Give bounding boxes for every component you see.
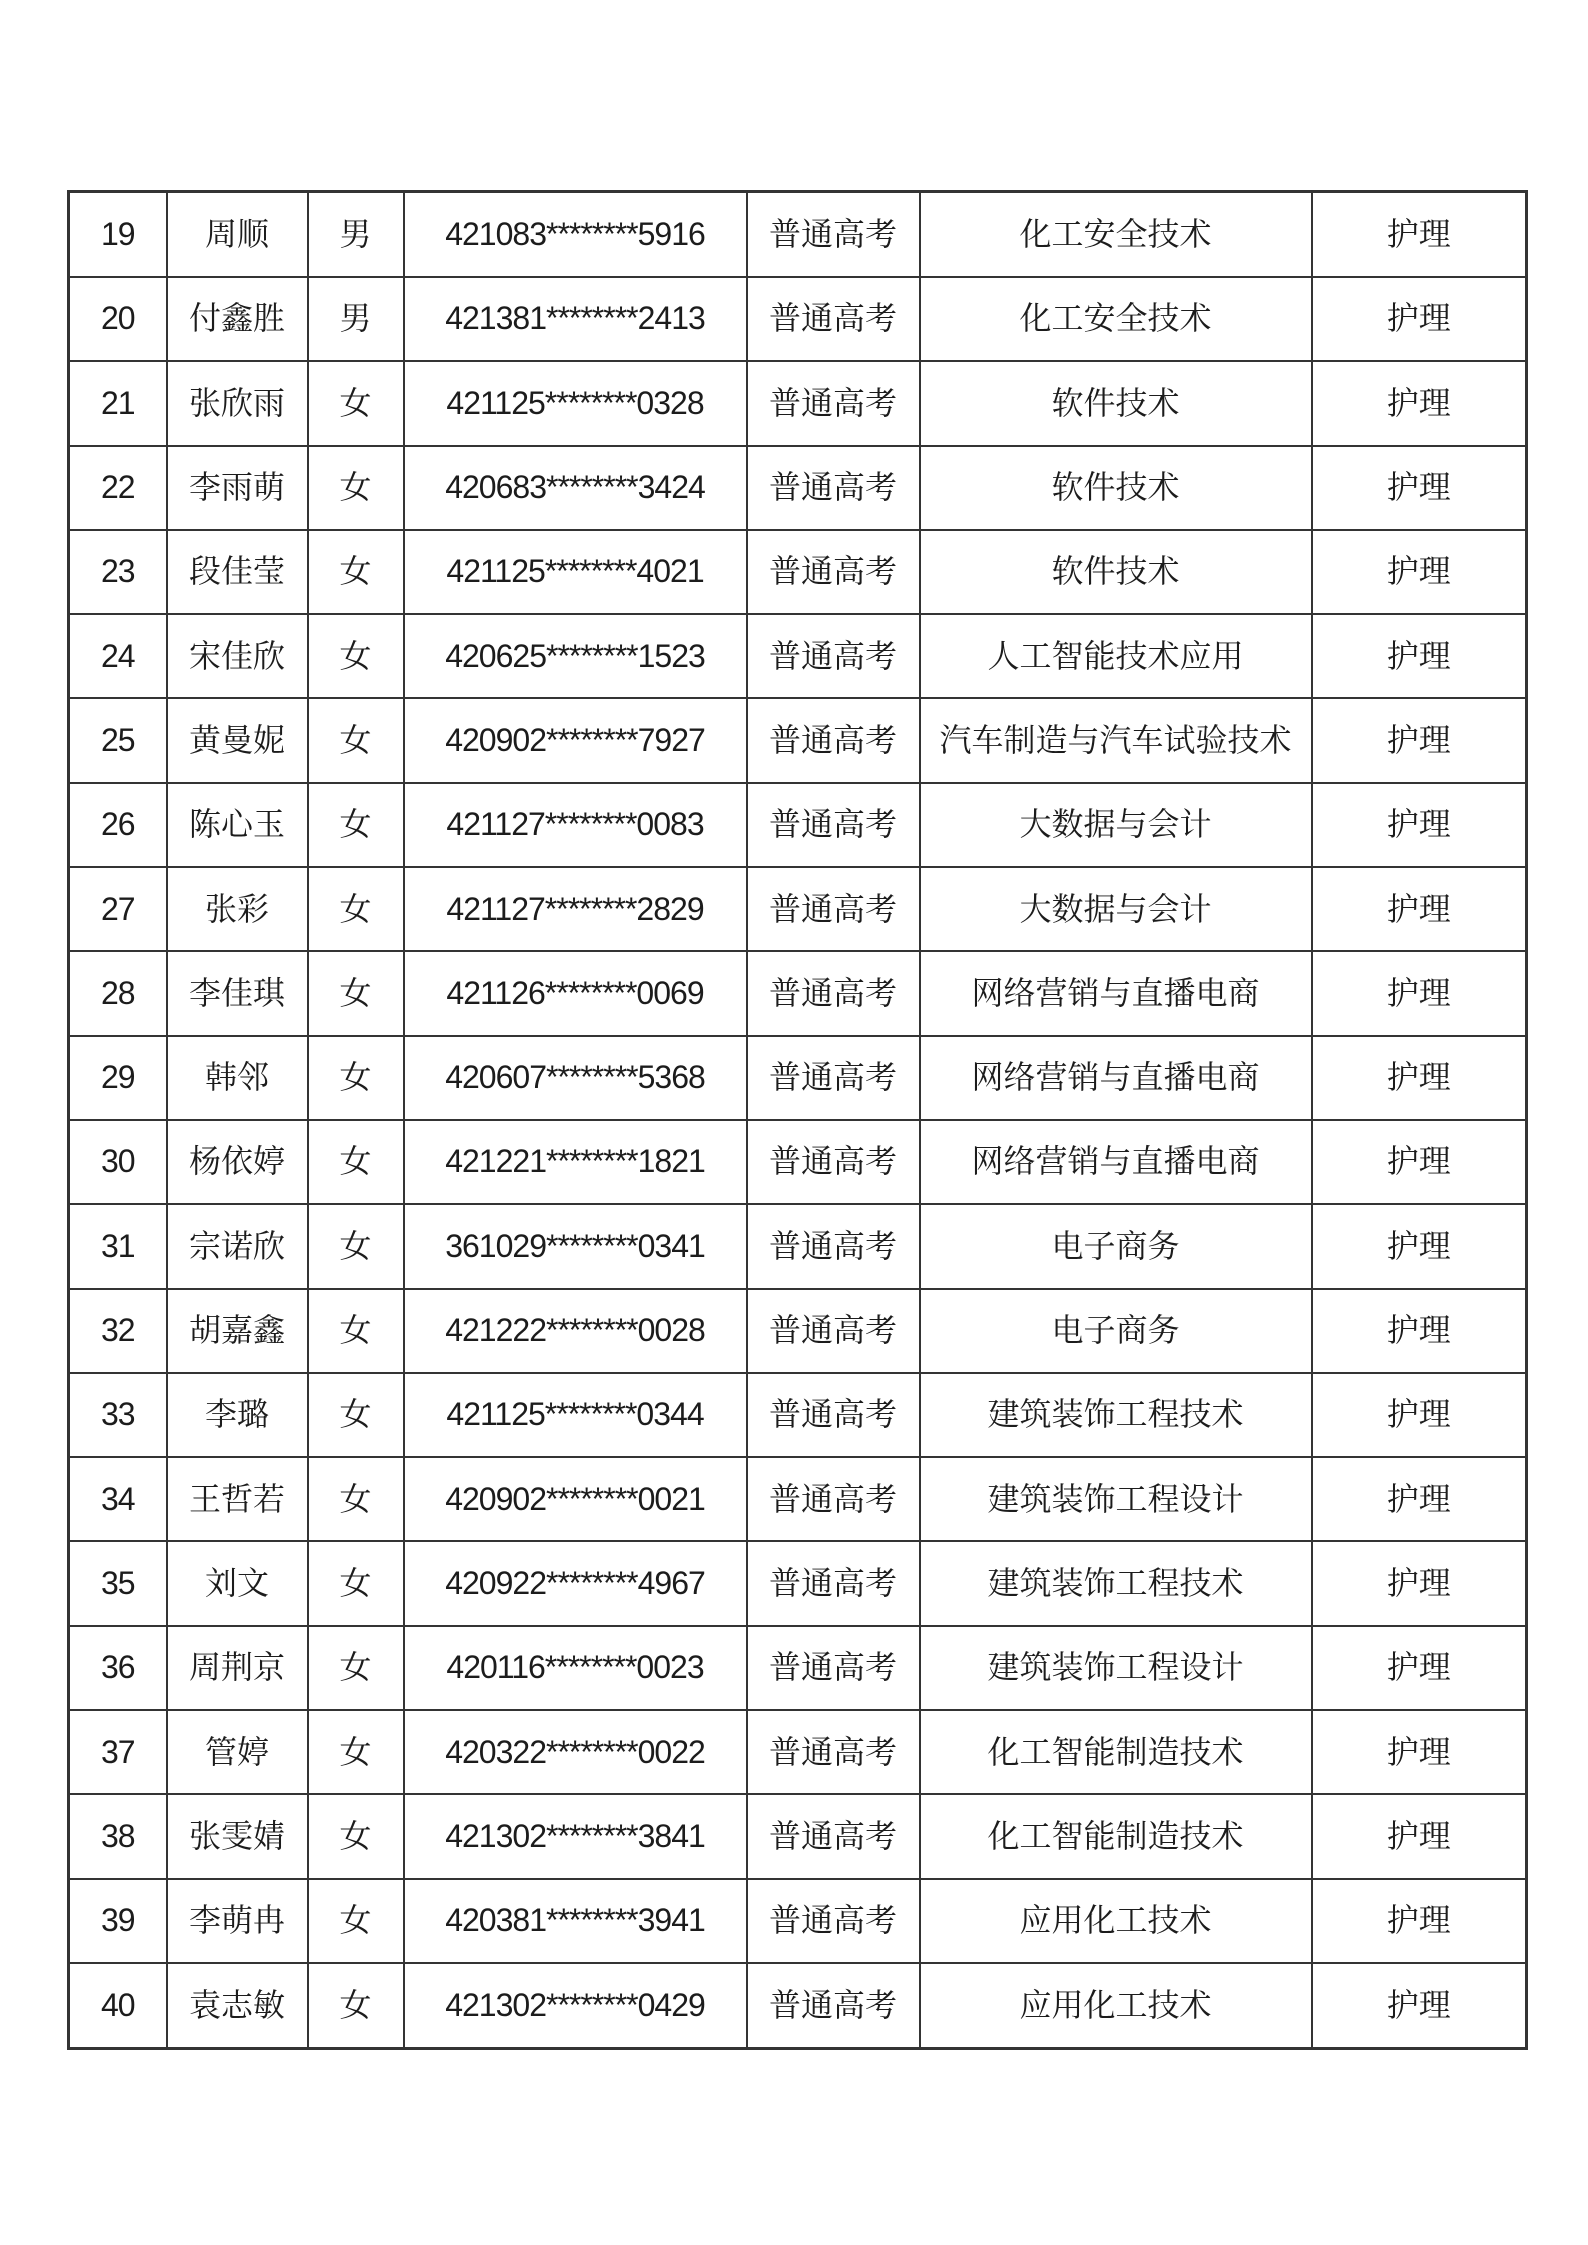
cell-name: 杨依婷 (167, 1120, 308, 1204)
cell-gender: 男 (308, 277, 404, 361)
cell-gender: 女 (308, 783, 404, 867)
cell-exam-type: 普通高考 (747, 446, 920, 530)
cell-name: 周顺 (167, 192, 308, 277)
cell-gender: 女 (308, 698, 404, 782)
cell-name: 李璐 (167, 1373, 308, 1457)
cell-index: 34 (69, 1457, 167, 1541)
cell-id-masked: 420116********0023 (404, 1626, 747, 1710)
cell-major: 汽车制造与汽车试验技术 (920, 698, 1312, 782)
cell-exam-type: 普通高考 (747, 1373, 920, 1457)
table-row (69, 192, 1527, 277)
cell-gender: 男 (308, 192, 404, 277)
cell-index: 25 (69, 698, 167, 782)
cell-major: 网络营销与直播电商 (920, 1120, 1312, 1204)
table-row (69, 698, 1527, 782)
cell-index: 38 (69, 1794, 167, 1878)
table-row (69, 277, 1527, 361)
cell-assigned-major: 护理 (1312, 1710, 1527, 1794)
cell-assigned-major: 护理 (1312, 1963, 1527, 2049)
cell-exam-type: 普通高考 (747, 1710, 920, 1794)
cell-assigned-major: 护理 (1312, 1373, 1527, 1457)
cell-index: 36 (69, 1626, 167, 1710)
cell-major: 软件技术 (920, 361, 1312, 445)
cell-name: 刘文 (167, 1541, 308, 1625)
cell-assigned-major: 护理 (1312, 1794, 1527, 1878)
cell-major: 应用化工技术 (920, 1879, 1312, 1963)
cell-name: 张彩 (167, 867, 308, 951)
cell-major: 大数据与会计 (920, 783, 1312, 867)
table-row (69, 1036, 1527, 1120)
table-row (69, 1879, 1527, 1963)
cell-assigned-major: 护理 (1312, 783, 1527, 867)
cell-major: 电子商务 (920, 1289, 1312, 1373)
cell-index: 27 (69, 867, 167, 951)
cell-index: 39 (69, 1879, 167, 1963)
cell-index: 33 (69, 1373, 167, 1457)
cell-major: 软件技术 (920, 446, 1312, 530)
cell-assigned-major: 护理 (1312, 867, 1527, 951)
cell-assigned-major: 护理 (1312, 1457, 1527, 1541)
cell-name: 韩邻 (167, 1036, 308, 1120)
cell-index: 19 (69, 192, 167, 277)
cell-major: 网络营销与直播电商 (920, 1036, 1312, 1120)
cell-id-masked: 421127********2829 (404, 867, 747, 951)
cell-name: 李雨萌 (167, 446, 308, 530)
cell-assigned-major: 护理 (1312, 1204, 1527, 1288)
cell-major: 软件技术 (920, 530, 1312, 614)
cell-major: 建筑装饰工程设计 (920, 1626, 1312, 1710)
cell-index: 21 (69, 361, 167, 445)
cell-index: 28 (69, 951, 167, 1035)
table-row (69, 951, 1527, 1035)
table-row (69, 1794, 1527, 1878)
table-row (69, 1204, 1527, 1288)
cell-assigned-major: 护理 (1312, 1626, 1527, 1710)
cell-name: 张雯婧 (167, 1794, 308, 1878)
cell-id-masked: 421381********2413 (404, 277, 747, 361)
cell-id-masked: 421083********5916 (404, 192, 747, 277)
cell-major: 建筑装饰工程技术 (920, 1373, 1312, 1457)
cell-index: 26 (69, 783, 167, 867)
cell-major: 化工智能制造技术 (920, 1710, 1312, 1794)
cell-exam-type: 普通高考 (747, 530, 920, 614)
cell-id-masked: 421302********3841 (404, 1794, 747, 1878)
cell-assigned-major: 护理 (1312, 361, 1527, 445)
cell-assigned-major: 护理 (1312, 1289, 1527, 1373)
cell-name: 周荆京 (167, 1626, 308, 1710)
cell-gender: 女 (308, 446, 404, 530)
cell-major: 化工安全技术 (920, 277, 1312, 361)
cell-id-masked: 421127********0083 (404, 783, 747, 867)
cell-major: 化工安全技术 (920, 192, 1312, 277)
cell-exam-type: 普通高考 (747, 1036, 920, 1120)
cell-exam-type: 普通高考 (747, 1879, 920, 1963)
table-row (69, 1289, 1527, 1373)
cell-id-masked: 421302********0429 (404, 1963, 747, 2049)
cell-assigned-major: 护理 (1312, 446, 1527, 530)
cell-major: 建筑装饰工程设计 (920, 1457, 1312, 1541)
cell-id-masked: 420625********1523 (404, 614, 747, 698)
cell-index: 30 (69, 1120, 167, 1204)
cell-name: 陈心玉 (167, 783, 308, 867)
table-row (69, 1963, 1527, 2049)
cell-name: 宋佳欣 (167, 614, 308, 698)
cell-index: 32 (69, 1289, 167, 1373)
table-row (69, 446, 1527, 530)
cell-exam-type: 普通高考 (747, 1794, 920, 1878)
cell-id-masked: 421125********0344 (404, 1373, 747, 1457)
cell-exam-type: 普通高考 (747, 1289, 920, 1373)
cell-name: 宗诺欣 (167, 1204, 308, 1288)
cell-gender: 女 (308, 951, 404, 1035)
cell-index: 20 (69, 277, 167, 361)
table-row (69, 530, 1527, 614)
cell-index: 31 (69, 1204, 167, 1288)
cell-gender: 女 (308, 867, 404, 951)
cell-gender: 女 (308, 1289, 404, 1373)
cell-major: 电子商务 (920, 1204, 1312, 1288)
cell-name: 李萌冉 (167, 1879, 308, 1963)
cell-exam-type: 普通高考 (747, 614, 920, 698)
cell-gender: 女 (308, 1120, 404, 1204)
cell-exam-type: 普通高考 (747, 698, 920, 782)
cell-major: 网络营销与直播电商 (920, 951, 1312, 1035)
table-row (69, 1626, 1527, 1710)
table-row (69, 1373, 1527, 1457)
cell-assigned-major: 护理 (1312, 1036, 1527, 1120)
cell-assigned-major: 护理 (1312, 698, 1527, 782)
cell-exam-type: 普通高考 (747, 783, 920, 867)
cell-gender: 女 (308, 1879, 404, 1963)
cell-assigned-major: 护理 (1312, 277, 1527, 361)
cell-id-masked: 420902********7927 (404, 698, 747, 782)
cell-index: 24 (69, 614, 167, 698)
cell-assigned-major: 护理 (1312, 530, 1527, 614)
table-row (69, 867, 1527, 951)
cell-exam-type: 普通高考 (747, 867, 920, 951)
cell-exam-type: 普通高考 (747, 277, 920, 361)
cell-name: 段佳莹 (167, 530, 308, 614)
cell-name: 王哲若 (167, 1457, 308, 1541)
cell-major: 人工智能技术应用 (920, 614, 1312, 698)
cell-gender: 女 (308, 1204, 404, 1288)
cell-id-masked: 421222********0028 (404, 1289, 747, 1373)
cell-assigned-major: 护理 (1312, 1120, 1527, 1204)
cell-major: 化工智能制造技术 (920, 1794, 1312, 1878)
table-row (69, 614, 1527, 698)
cell-name: 李佳琪 (167, 951, 308, 1035)
cell-assigned-major: 护理 (1312, 192, 1527, 277)
cell-gender: 女 (308, 1626, 404, 1710)
cell-id-masked: 420381********3941 (404, 1879, 747, 1963)
cell-exam-type: 普通高考 (747, 951, 920, 1035)
table-row (69, 1541, 1527, 1625)
cell-name: 黄曼妮 (167, 698, 308, 782)
cell-assigned-major: 护理 (1312, 614, 1527, 698)
cell-gender: 女 (308, 1373, 404, 1457)
cell-major: 建筑装饰工程技术 (920, 1541, 1312, 1625)
cell-id-masked: 421221********1821 (404, 1120, 747, 1204)
cell-assigned-major: 护理 (1312, 1541, 1527, 1625)
cell-id-masked: 420607********5368 (404, 1036, 747, 1120)
cell-id-masked: 420902********0021 (404, 1457, 747, 1541)
cell-exam-type: 普通高考 (747, 1457, 920, 1541)
table-row (69, 1120, 1527, 1204)
cell-exam-type: 普通高考 (747, 361, 920, 445)
cell-index: 40 (69, 1963, 167, 2049)
cell-exam-type: 普通高考 (747, 1626, 920, 1710)
cell-exam-type: 普通高考 (747, 1120, 920, 1204)
cell-major: 大数据与会计 (920, 867, 1312, 951)
cell-gender: 女 (308, 1036, 404, 1120)
table-row (69, 1710, 1527, 1794)
table-row (69, 1457, 1527, 1541)
cell-id-masked: 421125********4021 (404, 530, 747, 614)
cell-assigned-major: 护理 (1312, 1879, 1527, 1963)
cell-gender: 女 (308, 1963, 404, 2049)
cell-name: 胡嘉鑫 (167, 1289, 308, 1373)
cell-gender: 女 (308, 361, 404, 445)
table-body (69, 192, 1527, 2049)
cell-index: 35 (69, 1541, 167, 1625)
cell-name: 管婷 (167, 1710, 308, 1794)
cell-id-masked: 420322********0022 (404, 1710, 747, 1794)
cell-id-masked: 420683********3424 (404, 446, 747, 530)
cell-id-masked: 361029********0341 (404, 1204, 747, 1288)
cell-index: 23 (69, 530, 167, 614)
cell-gender: 女 (308, 614, 404, 698)
cell-name: 张欣雨 (167, 361, 308, 445)
cell-exam-type: 普通高考 (747, 192, 920, 277)
cell-gender: 女 (308, 1541, 404, 1625)
cell-gender: 女 (308, 1710, 404, 1794)
cell-index: 37 (69, 1710, 167, 1794)
cell-index: 22 (69, 446, 167, 530)
cell-exam-type: 普通高考 (747, 1541, 920, 1625)
cell-index: 29 (69, 1036, 167, 1120)
table-row (69, 361, 1527, 445)
table-row (69, 783, 1527, 867)
admission-roster-table (67, 190, 1528, 2050)
cell-gender: 女 (308, 530, 404, 614)
cell-exam-type: 普通高考 (747, 1204, 920, 1288)
cell-assigned-major: 护理 (1312, 951, 1527, 1035)
cell-name: 付鑫胜 (167, 277, 308, 361)
cell-major: 应用化工技术 (920, 1963, 1312, 2049)
cell-exam-type: 普通高考 (747, 1963, 920, 2049)
cell-id-masked: 421126********0069 (404, 951, 747, 1035)
cell-name: 袁志敏 (167, 1963, 308, 2049)
cell-id-masked: 420922********4967 (404, 1541, 747, 1625)
cell-gender: 女 (308, 1457, 404, 1541)
cell-gender: 女 (308, 1794, 404, 1878)
cell-id-masked: 421125********0328 (404, 361, 747, 445)
